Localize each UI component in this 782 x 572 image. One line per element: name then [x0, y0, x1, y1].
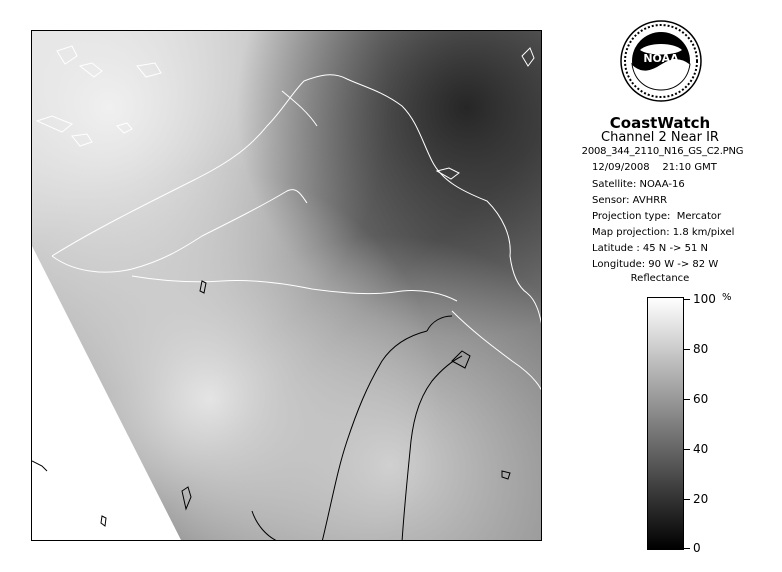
colorbar-tick	[684, 299, 690, 300]
noaa-logo	[620, 20, 702, 102]
satellite-info: Satellite: NOAA-16	[592, 179, 685, 190]
logo-text: NOAA	[643, 52, 679, 65]
file-name: 2008_344_2110_N16_GS_C2.PNG	[581, 146, 744, 157]
colorbar-tick-label: 80	[693, 342, 709, 356]
colorbar-tick	[684, 499, 690, 500]
longitude-range: Longitude: 90 W -> 82 W	[592, 259, 719, 270]
page-title: CoastWatch	[609, 114, 711, 132]
colorbar-tick-label: 40	[693, 442, 709, 456]
colorbar-label: Reflectance	[630, 273, 690, 284]
date-time: 12/09/2008 21:10 GMT	[592, 162, 717, 173]
colorbar-tick	[684, 548, 690, 549]
colorbar-tick	[684, 399, 690, 400]
reflectance-colorbar	[647, 297, 684, 550]
colorbar-tick	[684, 349, 690, 350]
sensor-info: Sensor: AVHRR	[592, 195, 668, 206]
colorbar-tick-label: 20	[693, 492, 709, 506]
colorbar-tick	[684, 449, 690, 450]
colorbar-tick-label: 0	[693, 541, 701, 555]
satellite-image-map	[31, 30, 542, 541]
latitude-range: Latitude : 45 N -> 51 N	[592, 243, 708, 254]
projection-type: Projection type: Mercator	[592, 211, 722, 222]
map-projection: Map projection: 1.8 km/pixel	[592, 227, 735, 238]
channel-subtitle: Channel 2 Near IR	[601, 130, 719, 145]
colorbar-tick-label: 60	[693, 392, 709, 406]
colorbar-unit: %	[722, 292, 732, 303]
satellite-image	[32, 31, 542, 541]
colorbar-tick-label: 100	[693, 292, 716, 306]
